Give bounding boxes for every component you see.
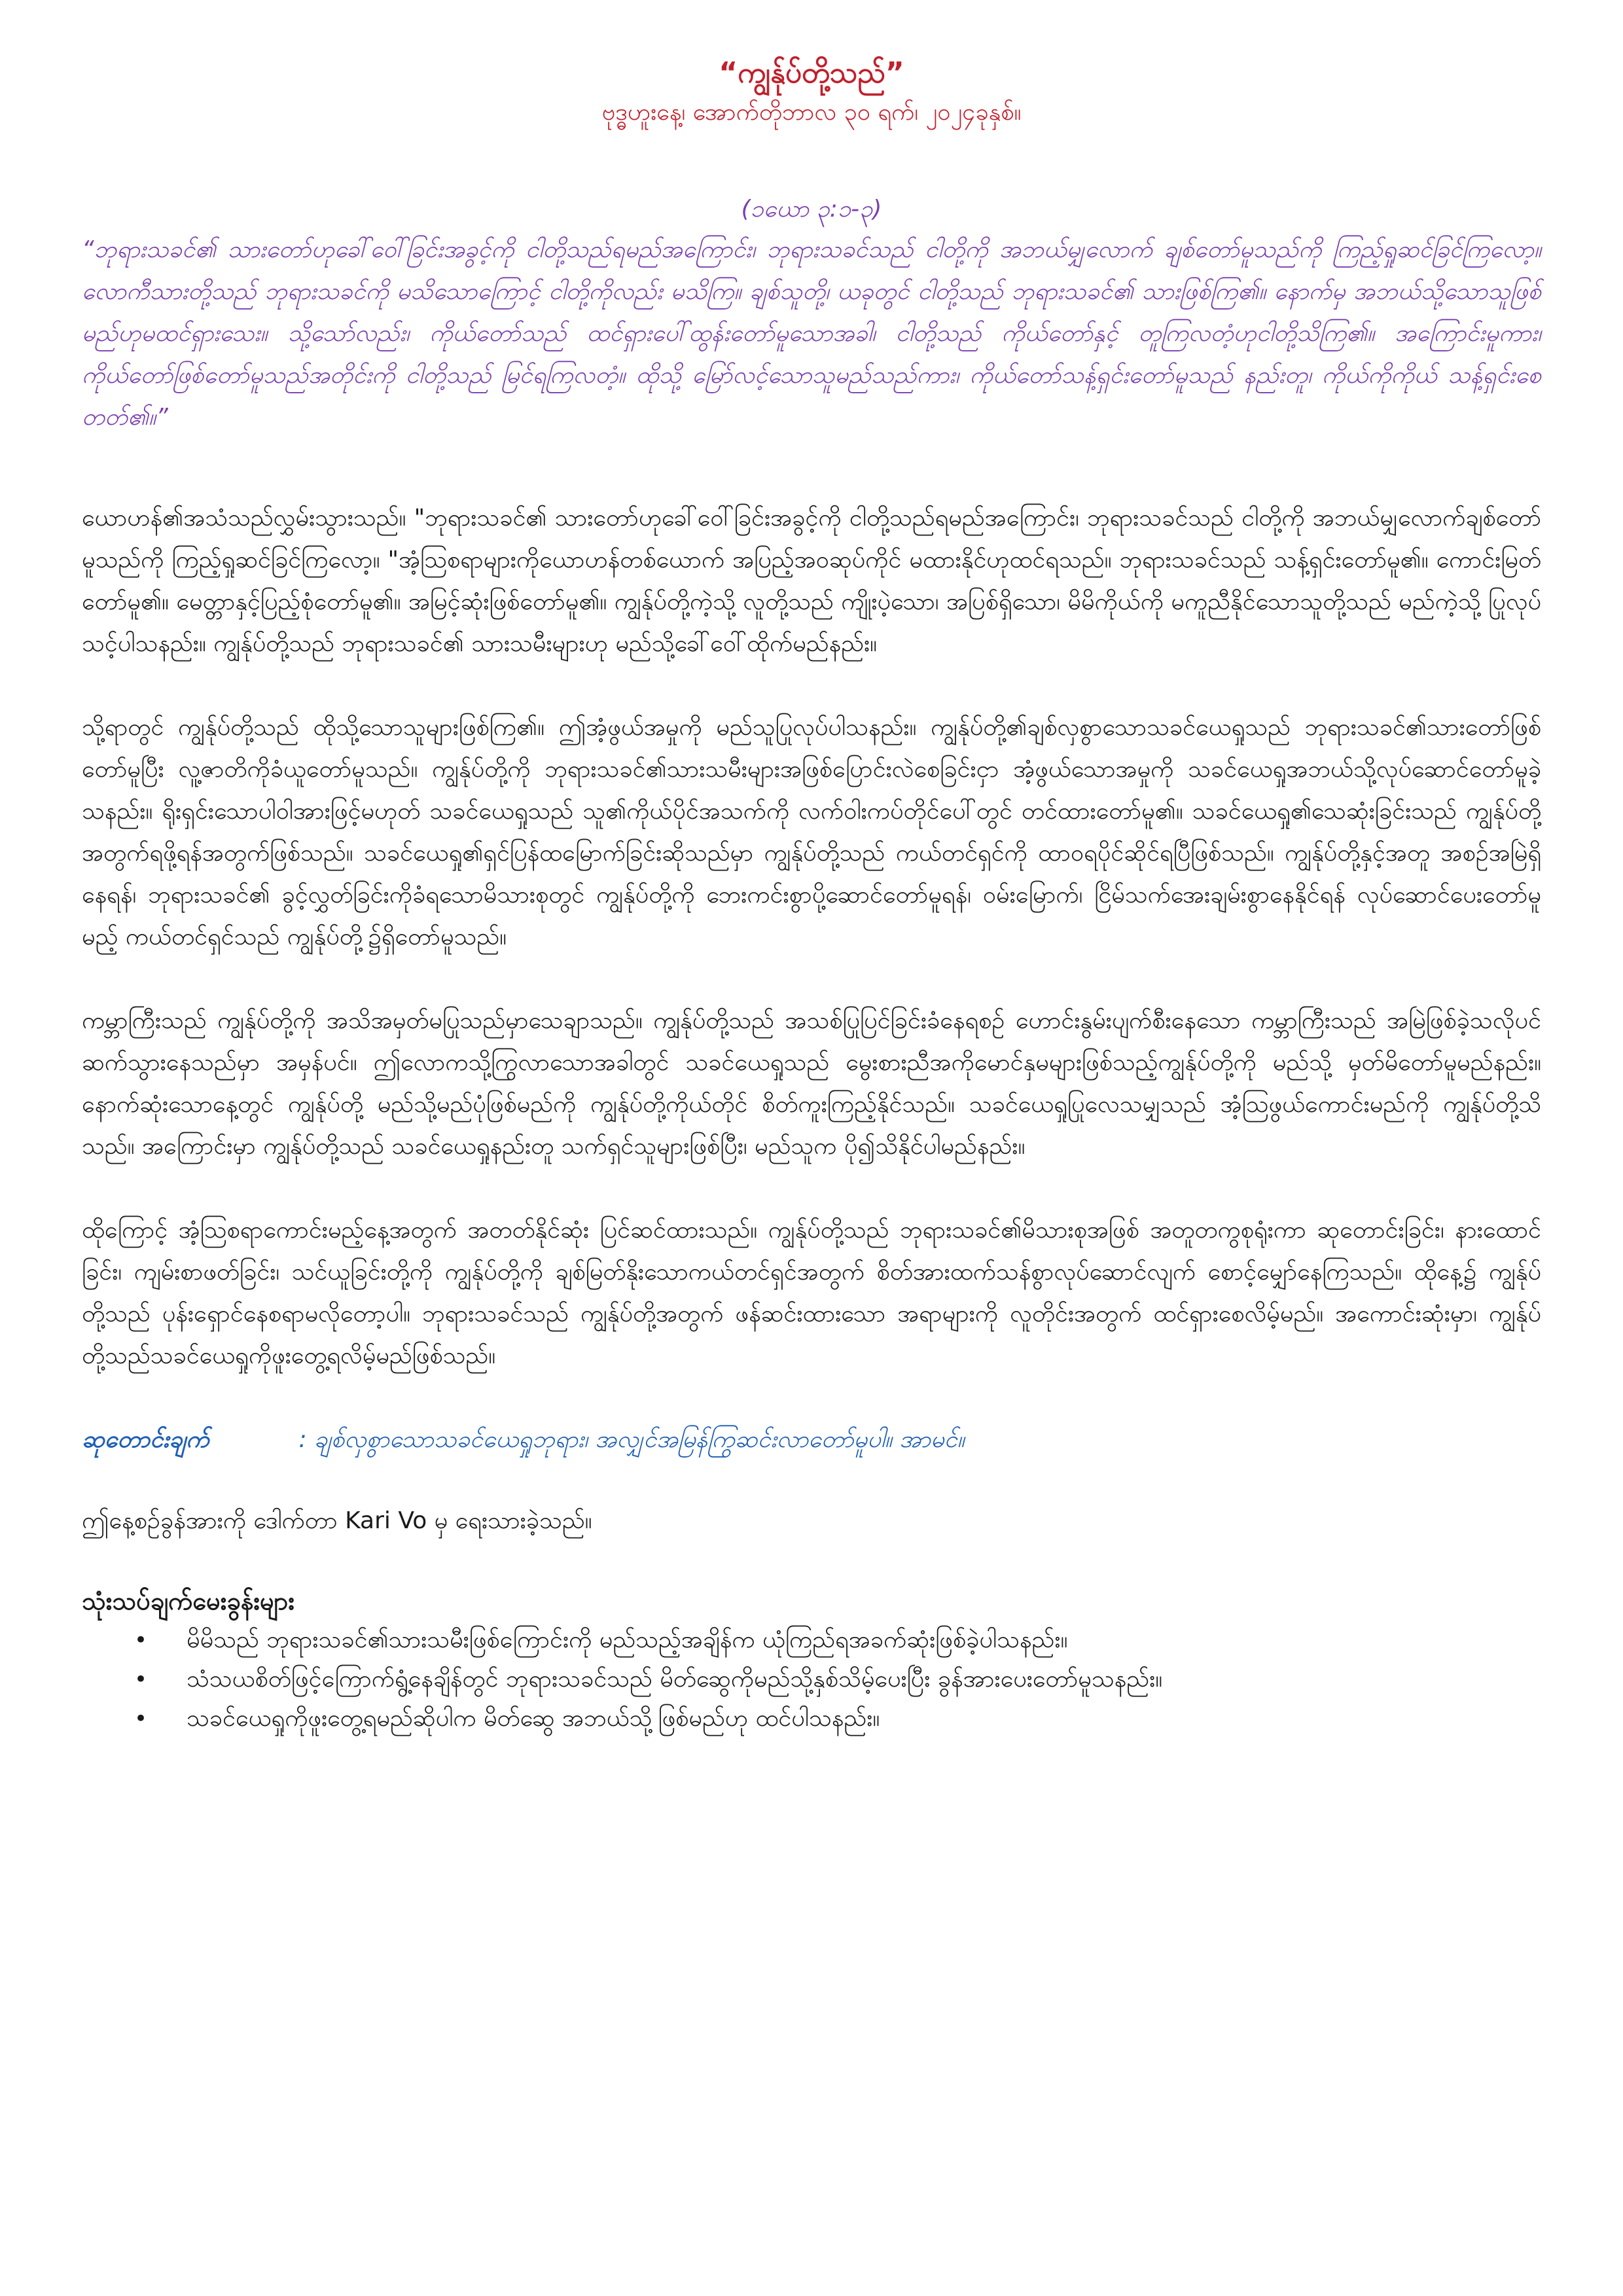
date-line: ဗုဒ္ဓဟူးနေ့၊ အောက်တိုဘာလ ၃၀ ရက်၊ ၂၀၂၄ခုနှစ်။: [601, 99, 1022, 126]
prayer-label: ဆုတောင်းချက်: [82, 1426, 209, 1453]
scripture-reference: (၁ယော ၃:၁-၃): [741, 196, 882, 223]
author-note: ဤနေ့စဉ်ခွန်အားကို ဒေါက်တာ Kari Vo မှ ရေးသားခဲ့သည်။: [82, 1507, 592, 1534]
questions-list: [82, 1621, 1541, 1738]
body-paragraph-2: သို့ရာတွင် ကျွန်ုပ်တို့သည် ထိုသို့သောသူများဖြစ်ကြ၏။ ဤအံ့ဖွယ်အမှုကို မည်သူပြုလုပ်ပါသနည်း။ ကျွန်ုပ်တို့၏ချစ်လှစွာသောသခင်ယေရှုသည် ဘုရားသခင်၏သားတော်ဖြစ်တော်မူပြီး လူ့ဇာတိကိုခံယူတော်မူသည်။ ကျွန်ုပ်တို့ကို ဘုရားသခင်၏သားသမီးများအဖြစ်ပြောင်းလဲစေခြင်းငှာ အံ့ဖွယ်သောအမှုကို သခင်ယေရှုအဘယ်သို့လုပ်ဆောင်တော်မူခဲ့သနည်း။ ရိုးရှင်းသောပါဝါအားဖြင့်မဟုတ် သခင်ယေရှုသည် သူ၏ကိုယ်ပိုင်အသက်ကို လက်ဝါးကပ်တိုင်ပေါ်တွင် တင်ထားတော်မူ၏။ သခင်ယေရှု၏သေဆုံးခြင်းသည် ကျွန်ုပ်တို့အတွက်ရဖို့ရန်အတွက်ဖြစ်သည်။ သခင်ယေရှု၏ရှင်ပြန်ထမြောက်ခြင်းဆိုသည်မှာ ကျွန်ုပ်တို့သည် ကယ်တင်ရှင်ကို ထာဝရပိုင်ဆိုင်ရပြီဖြစ်သည်။ ကျွန်ုပ်တို့နှင့်အတူ အစဉ်အမြဲရှိနေရန်၊ ဘုရားသခင်၏ ခွင့်လွှတ်ခြင်းကိုခံရသောမိသားစုတွင် ကျွန်ုပ်တို့ကို ဘေးကင်းစွာပို့ဆောင်တော်မူရန်၊ ဝမ်းမြောက်၊ ငြိမ်သက်အေးချမ်းစွာနေနိုင်ရန် လုပ်ဆောင်ပေးတော်မူမည့် ကယ်တင်ရှင်သည် ကျွန်ုပ်တို့၌ရှိတော်မူသည်။: [82, 714, 1541, 950]
prayer-line: [82, 1419, 1541, 1461]
question-text: သခင်ယေရှုကိုဖူးတွေ့ရမည်ဆိုပါက မိတ်ဆွေ အဘယ်သို့ဖြစ်မည်ဟု ထင်ပါသနည်း။: [187, 1705, 880, 1732]
bullet-icon: •: [134, 1666, 148, 1693]
body-paragraph-3: ကမ္ဘာကြီးသည် ကျွန်ုပ်တို့ကို အသိအမှတ်မပြုသည်မှာသေချာသည်။ ကျွန်ုပ်တို့သည် အသစ်ပြုပြင်ခြင်းခံနေရစဉ် ဟောင်းနွမ်းပျက်စီးနေသော ကမ္ဘာကြီးသည် အမြဲဖြစ်ခဲ့သလိုပင် ဆက်သွားနေသည်မှာ အမှန်ပင်။ ဤလောကသို့ကြွလာသောအခါတွင် သခင်ယေရှုသည် မွေးစားညီအကိုမောင်နှမများဖြစ်သည့်ကျွန်ုပ်တို့ကို မည်သို့ မှတ်မိတော်မူမည်နည်း။ နောက်ဆုံးသောနေ့တွင် ကျွန်ုပ်တို့ မည်သို့မည်ပုံဖြစ်မည်ကို ကျွန်ုပ်တို့ကိုယ်တိုင် စိတ်ကူးကြည့်နိုင်သည်။ သခင်ယေရှုပြုလေသမျှသည် အံ့သြဖွယ်ကောင်းမည်ကို ကျွန်ုပ်တို့သိသည်။ အကြောင်းမှာ ကျွန်ုပ်တို့သည် သခင်ယေရှုနည်းတူ သက်ရှင်သူများဖြစ်ပြီး၊ မည်သူက ပို၍သိနိုင်ပါမည်နည်း။: [82, 1007, 1541, 1160]
list-item: [134, 1660, 1541, 1699]
list-item: [134, 1699, 1541, 1738]
scripture-text: “ဘုရားသခင်၏ သားတော်ဟုခေါ်ဝေါ်ခြင်းအခွင့်ကို ငါတို့သည်ရမည်အကြောင်း၊ ဘုရားသခင်သည် ငါတို့ကို အဘယ်မျှလောက် ချစ်တော်မူသည်ကို ကြည့်ရှုဆင်ခြင်ကြလော့။ လောကီသားတို့သည် ဘုရားသခင်ကို မသိသောကြောင့် ငါတို့ကိုလည်း မသိကြ။ ချစ်သူတို့၊ ယခုတွင် ငါတို့သည် ဘုရားသခင်၏ သားဖြစ်ကြ၏။ နောက်မှ အဘယ်သို့သောသူဖြစ်မည်ဟုမထင်ရှားသေး။ သို့သော်လည်း၊ ကိုယ်တော်သည် ထင်ရှားပေါ်ထွန်းတော်မူသောအခါ၊ ငါတို့သည် ကိုယ်တော်နှင့် တူကြလတံ့ဟုငါတို့သိကြ၏။ အကြောင်းမူကား၊ ကိုယ်တော်ဖြစ်တော်မူသည်အတိုင်းကို ငါတို့သည် မြင်ရကြလတံ့။ ထိုသို့ မြော်လင့်သောသူမည်သည်ကား၊ ကိုယ်တော်သန့်ရှင်းတော်မူသည် နည်းတူ၊ ကိုယ်ကိုကိုယ် သန့်ရှင်းစေတတ်၏။”: [82, 236, 1541, 431]
list-item: [134, 1621, 1541, 1660]
bullet-icon: •: [134, 1627, 148, 1653]
body-paragraph-1: ယောဟန်၏အသံသည်လွှမ်းသွားသည်။ "ဘုရားသခင်၏ သားတော်ဟုခေါ်ဝေါ်ခြင်းအခွင့်ကို ငါတို့သည်ရမည်အကြောင်း၊ ဘုရားသခင်သည် ငါတို့ကို အဘယ်မျှလောက်ချစ်တော်မူသည်ကို ကြည့်ရှုဆင်ခြင်ကြလော့။ "အံ့သြစရာများကိုယောဟန်တစ်ယောက် အပြည့်အဝဆုပ်ကိုင် မထားနိုင်ဟုထင်ရသည်။ ဘုရားသခင်သည် သန့်ရှင်းတော်မူ၏။ ကောင်းမြတ်တော်မူ၏။ မေတ္တာနှင့်ပြည့်စုံတော်မူ၏။ အမြင့်ဆုံးဖြစ်တော်မူ၏။ ကျွန်ုပ်တို့ကဲ့သို့ လူတို့သည် ကျိုးပဲ့သော၊ အပြစ်ရှိသော၊ မိမိကိုယ်ကို မကူညီနိုင်သောသူတို့သည် မည်ကဲ့သို့ ပြုလုပ်သင့်ပါသနည်း။ ကျွန်ုပ်တို့သည် ဘုရားသခင်၏ သားသမီးများဟု မည်သို့ခေါ်ဝေါ်ထိုက်မည်နည်း။: [82, 505, 1541, 657]
question-text: မိမိသည် ဘုရားသခင်၏သားသမီးဖြစ်ကြောင်းကို မည်သည့်အချိန်က ယုံကြည်ရအခက်ဆုံးဖြစ်ခဲ့ပါသနည်း။: [187, 1626, 1068, 1653]
bullet-icon: •: [134, 1706, 148, 1732]
question-text: သံသယစိတ်ဖြင့်ကြောက်ရွံ့နေချိန်တွင် ဘုရားသခင်သည် မိတ်ဆွေကိုမည်သို့နှစ်သိမ့်ပေးပြီး ခွန်အားပေးတော်မူသနည်း။: [187, 1666, 1163, 1693]
body-paragraph-4: ထိုကြောင့် အံ့သြစရာကောင်းမည့်နေ့အတွက် အတတ်နိုင်ဆုံး ပြင်ဆင်ထားသည်။ ကျွန်ုပ်တို့သည် ဘုရားသခင်၏မိသားစုအဖြစ် အတူတကွစုရုံးကာ ဆုတောင်းခြင်း၊ နားထောင်ခြင်း၊ ကျမ်းစာဖတ်ခြင်း၊ သင်ယူခြင်းတို့ကို ကျွန်ုပ်တို့ကို ချစ်မြတ်နိုးသောကယ်တင်ရှင်အတွက် စိတ်အားထက်သန်စွာလုပ်ဆောင်လျက် စောင့်မျှော်နေကြသည်။ ထိုနေ့၌ ကျွန်ုပ်တို့သည် ပုန်းရှောင်နေစရာမလိုတော့ပါ။ ဘုရားသခင်သည် ကျွန်ုပ်တို့အတွက် ဖန်ဆင်းထားသော အရာများကို လူတိုင်းအတွက် ထင်ရှားစေလိမ့်မည်။ အကောင်းဆုံးမှာ၊ ကျွန်ုပ်တို့သည်သခင်ယေရှုကိုဖူးတွေ့ရလိမ့်မည်ဖြစ်သည်။: [82, 1217, 1541, 1369]
page-title: “ကျွန်ုပ်တို့သည်”: [719, 56, 904, 90]
questions-heading: သုံးသပ်ချက်မေးခွန်းများ: [82, 1587, 295, 1615]
devotional-page: [82, 52, 1541, 1738]
prayer-text: : ချစ်လှစွာသောသခင်ယေရှုဘုရား၊ အလျှင်အမြန်ကြွဆင်းလာတော်မူပါ။ အာမင်။: [298, 1426, 965, 1453]
